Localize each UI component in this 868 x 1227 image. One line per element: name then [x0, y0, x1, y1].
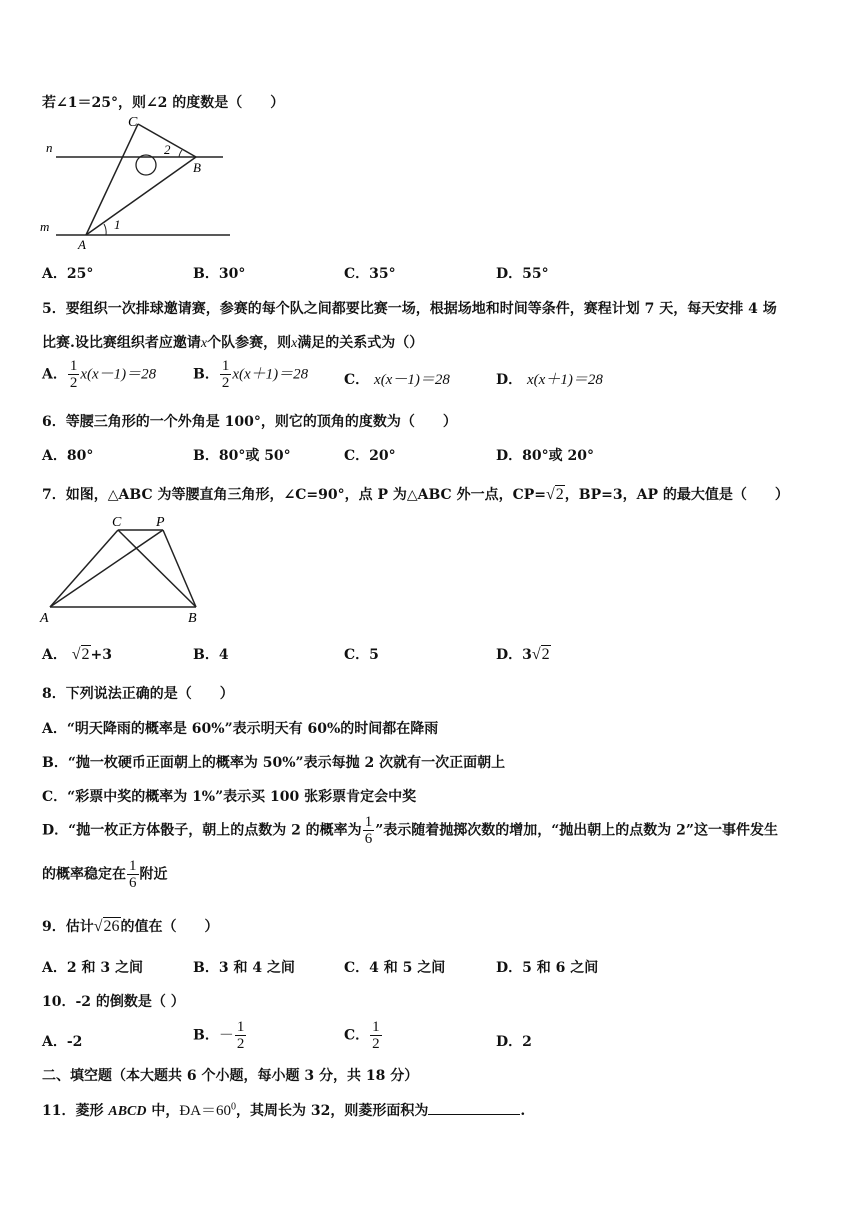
- q10-option-c[interactable]: C． $\frac{1}{2}$: [344, 1019, 380, 1052]
- q11-stem: 11．菱形 ABCD 中，$ÐA=60^0$，其周长为 32，则菱形面积为 .: [42, 1101, 526, 1119]
- q9-option-d[interactable]: D．5 和 6 之间: [496, 960, 599, 976]
- q5-option-c[interactable]: C． x(x－1)＝28: [344, 372, 450, 388]
- q10-stem: 10．-2 的倒数是（ ）: [42, 994, 185, 1010]
- label-B: B: [193, 160, 201, 175]
- label-n: n: [46, 140, 53, 155]
- q7-option-a[interactable]: A． √2+3: [42, 646, 113, 663]
- q6-option-c[interactable]: C．20°: [344, 448, 396, 464]
- answer-blank[interactable]: [428, 1102, 520, 1115]
- q10-option-d[interactable]: D．2: [496, 1034, 532, 1050]
- q7-figure: [38, 512, 208, 630]
- label-A: A: [40, 611, 49, 626]
- q7-stem: 7．如图，△ABC 为等腰直角三角形，∠C=90°，点 P 为△ABC 外一点，CP=√2，BP=3，AP 的最大值是（ ）: [42, 486, 789, 503]
- q6-option-a[interactable]: A．80°: [42, 448, 94, 464]
- q4-figure: [38, 112, 238, 252]
- q8-option-a[interactable]: A．“明天降雨的概率是 60%”表示明天有 60%的时间都在降雨: [42, 721, 439, 737]
- q4-option-b[interactable]: B．30°: [193, 266, 246, 282]
- q9-stem: 9．估计√26的值在（ ）: [42, 918, 219, 935]
- q5-option-b[interactable]: B． $\frac{1}{2}$ x(x＋1)＝28: [193, 358, 309, 391]
- label-C: C: [128, 115, 138, 130]
- q7-option-c[interactable]: C．5: [344, 647, 379, 663]
- q8-option-b[interactable]: B．“抛一枚硬币正面朝上的概率为 50%”表示每抛 2 次就有一次正面朝上: [42, 755, 506, 771]
- label-P: P: [156, 515, 165, 530]
- q4-option-a[interactable]: A．25°: [42, 266, 94, 282]
- q9-option-a[interactable]: A．2 和 3 之间: [42, 960, 143, 976]
- q8-option-d-line1[interactable]: D．“抛一枚正方体骰子，朝上的点数为 2 的概率为 $\frac{1}{6}$ ”表示随着抛掷次数的增加，“抛出朝上的点数为 2”这一事件发生: [42, 814, 778, 847]
- q5-option-d[interactable]: D． x(x＋1)＝28: [496, 372, 603, 388]
- q9-option-b[interactable]: B．3 和 4 之间: [193, 960, 295, 976]
- q7-option-b[interactable]: B．4: [193, 647, 229, 663]
- q8-option-c[interactable]: C．“彩票中奖的概率为 1%”表示买 100 张彩票肯定会中奖: [42, 789, 417, 805]
- q6-option-d[interactable]: D．80°或 20°: [496, 448, 594, 464]
- q4-stem: 若∠1＝25°，则∠2 的度数是（ ）: [42, 95, 285, 111]
- q4-option-c[interactable]: C．35°: [344, 266, 396, 282]
- q5-line1: 5．要组织一次排球邀请赛，参赛的每个队之间都要比赛一场，根据场地和时间等条件，赛程计划 7 天，每天安排 4 场: [42, 301, 777, 317]
- q5-line2: 比赛.设比赛组织者应邀请x个队参赛，则x满足的关系式为（）: [42, 335, 424, 351]
- q9-option-c[interactable]: C．4 和 5 之间: [344, 960, 446, 976]
- q7-option-d[interactable]: D．3√2: [496, 646, 550, 663]
- label-m: m: [40, 219, 50, 234]
- q8-option-d-line2[interactable]: 的概率稳定在 $\frac{1}{6}$ 附近: [42, 858, 168, 891]
- label-A: A: [78, 237, 86, 252]
- label-2: 2: [164, 142, 171, 157]
- section-heading: 二、填空题（本大题共 6 个小题，每小题 3 分，共 18 分）: [42, 1068, 419, 1084]
- q10-option-a[interactable]: A．-2: [42, 1034, 83, 1050]
- q5-option-a[interactable]: A． $\frac{1}{2}$ x(x－1)＝28: [42, 358, 157, 391]
- label-1: 1: [114, 217, 121, 232]
- q6-option-b[interactable]: B．80°或 50°: [193, 448, 291, 464]
- label-C: C: [112, 515, 122, 530]
- q10-option-b[interactable]: B．－ $\frac{1}{2}$: [193, 1019, 245, 1052]
- q6-stem: 6．等腰三角形的一个外角是 100°，则它的顶角的度数为（ ）: [42, 414, 457, 430]
- label-B: B: [188, 611, 197, 626]
- q8-stem: 8．下列说法正确的是（ ）: [42, 686, 234, 702]
- q4-option-d[interactable]: D．55°: [496, 266, 549, 282]
